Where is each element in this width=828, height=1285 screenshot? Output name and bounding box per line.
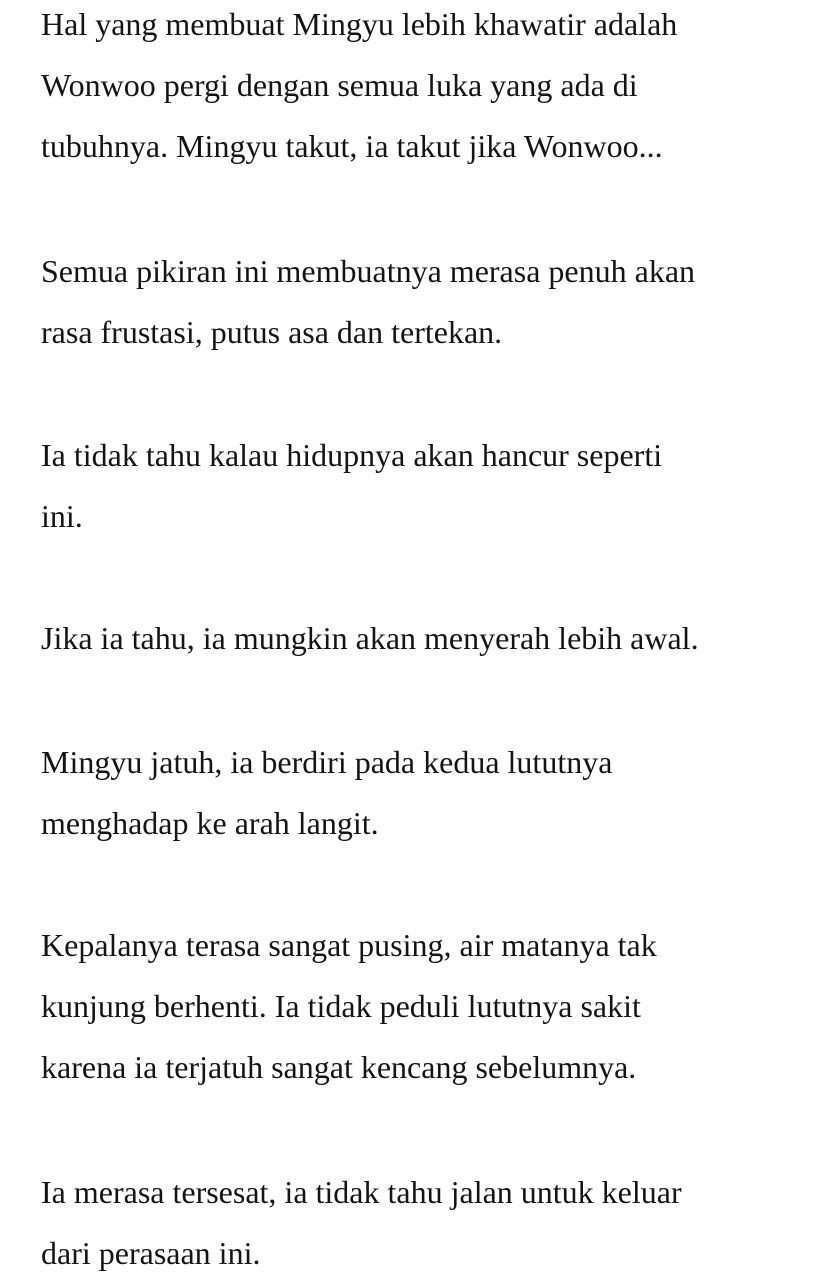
paragraph-4: Jika ia tahu, ia mungkin akan menyerah lebih awal. — [41, 620, 699, 656]
paragraph-1: Hal yang membuat Mingyu lebih khawatir adalah Wonwoo pergi dengan semua luka yang ada di tubuhnya. Mingyu takut, ia takut jika Wonwoo... — [41, 6, 678, 164]
paragraph-7: Ia merasa tersesat, ia tidak tahu jalan untuk keluar dari perasaan ini. — [41, 1174, 682, 1271]
paragraph-6: Kepalanya terasa sangat pusing, air matanya tak kunjung berhenti. Ia tidak peduli lututnya sakit karena ia terjatuh sangat kencang sebelumnya. — [41, 927, 657, 1085]
paragraph-3: Ia tidak tahu kalau hidupnya akan hancur seperti ini. — [41, 437, 663, 534]
paragraph-2: Semua pikiran ini membuatnya merasa penuh akan rasa frustasi, putus asa dan tertekan. — [41, 253, 696, 350]
paragraph-5: Mingyu jatuh, ia berdiri pada kedua lututnya menghadap ke arah langit. — [41, 744, 613, 841]
